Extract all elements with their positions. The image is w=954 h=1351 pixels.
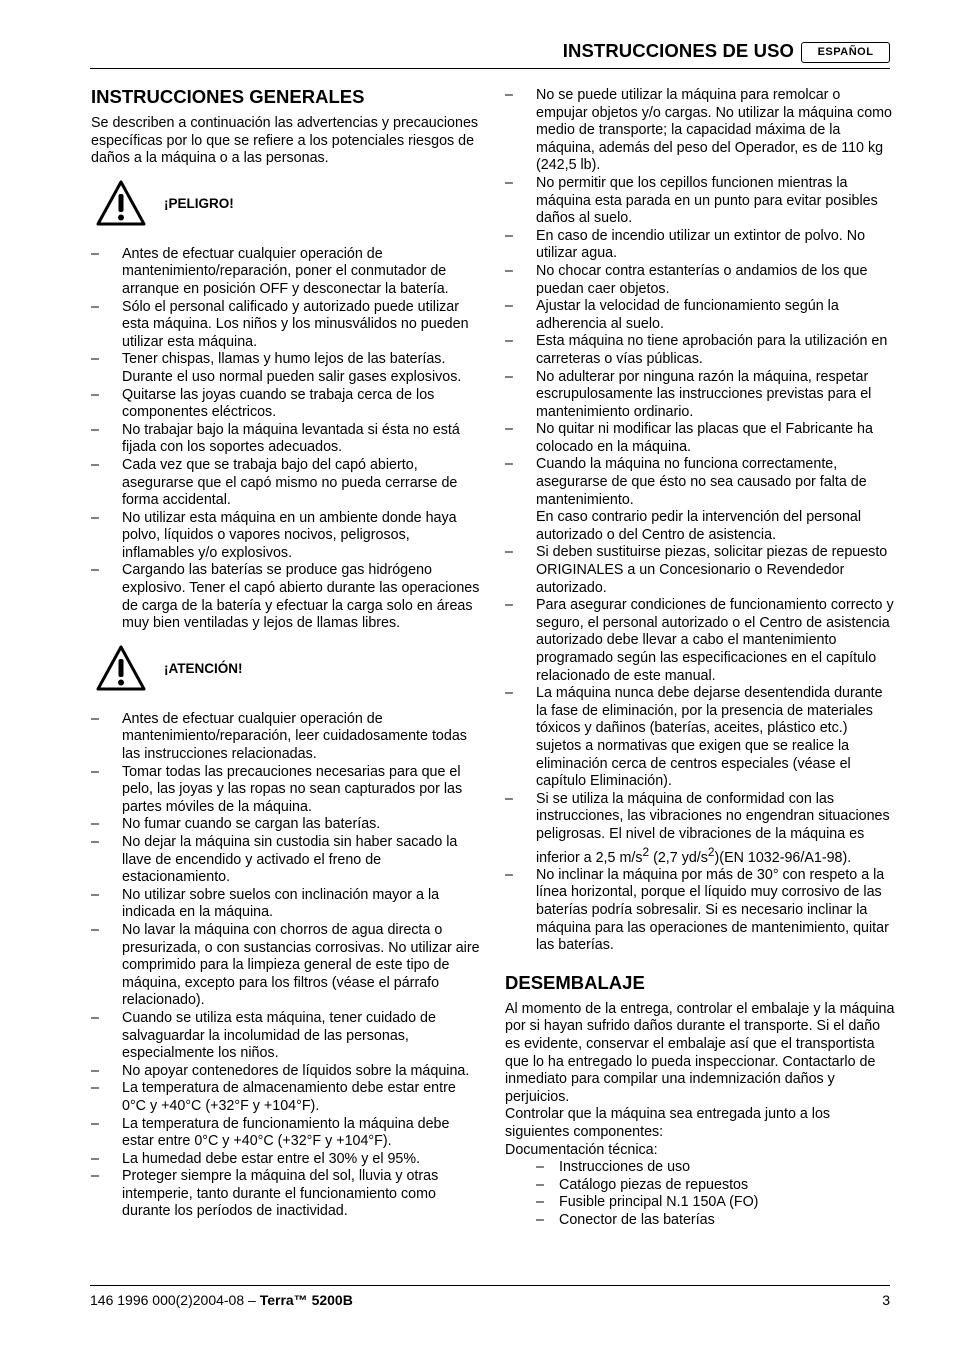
superscript: 2	[707, 844, 715, 859]
list-item: – Para asegurar condiciones de funcionamiento correcto y seguro, el personal autorizado o el Centro de asistencia autorizado debe llevar a cabo el mantenimiento programado según las especificaciones en el capítulo relacionado de este manual.	[505, 597, 895, 685]
doc-code: 146 1996 000(2)2004-08 –	[90, 1292, 260, 1308]
list-item: – No utilizar esta máquina en un ambiente donde haya polvo, líquidos o vapores nocivos, peligrosos, inflamables y/o explosivos.	[91, 510, 481, 563]
components-list	[505, 1159, 895, 1229]
list-item: – No trabajar bajo la máquina levantada si ésta no está fijada con los soportes adecuados.	[91, 422, 481, 457]
warning-triangle-icon	[95, 179, 147, 227]
list-item: – Esta máquina no tiene aprobación para la utilización en carreteras o vías públicas.	[505, 333, 895, 368]
list-item-note: En caso contrario pedir la intervención del personal autorizado o del Centro de asistencia.	[536, 509, 862, 543]
section-heading-general: INSTRUCCIONES GENERALES	[91, 86, 365, 107]
list-item: – No fumar cuando se cargan las baterías.	[91, 816, 481, 834]
list-item: – La temperatura de almacenamiento debe estar entre 0°C y +40°C (+32°F y +104°F).	[91, 1080, 481, 1115]
list-item: – No se puede utilizar la máquina para remolcar o empujar objetos y/o cargas. No utilizar la máquina como medio de transporte; la capacidad máxima de la máquina, además del peso del Operador, es de 110 kg (242,5 lb).	[505, 87, 895, 175]
intro-paragraph: Se describen a continuación las advertencias y precauciones específicas por lo que se refiere a los potenciales riesgos de daños a la máquina o a las personas.	[91, 115, 479, 167]
product-name: Terra™ 5200B	[259, 1292, 353, 1308]
vibration-text-c: )(EN 1032-96/A1-98).	[714, 849, 852, 866]
footer-doc-info	[90, 1292, 353, 1308]
list-item: – Antes de efectuar cualquier operación de mantenimiento/reparación, poner el conmutador de arranque en posición OFF y desconectar la batería.	[91, 246, 481, 299]
list-item: – Conector de las baterías	[536, 1212, 895, 1230]
superscript: 2	[642, 844, 650, 859]
warning-list-continued	[505, 87, 895, 955]
header-rule	[90, 68, 890, 69]
unpack-paragraph: Al momento de la entrega, controlar el embalaje y la máquina por si hayan sufrido daños durante el transporte. Si el daño es evidente, conservar el embalaje así que el transportista que lo ha entregado lo pueda inspeccionar. Contactarlo de inmediato para compilar una indemnización daños y perjuicios.	[505, 1000, 895, 1105]
list-item: – En caso de incendio utilizar un extintor de polvo. No utilizar agua.	[505, 228, 895, 263]
list-item: – La humedad debe estar entre el 30% y el 95%.	[91, 1151, 481, 1169]
attention-block	[91, 644, 481, 696]
list-item: – Catálogo piezas de repuestos	[536, 1177, 895, 1195]
list-item: – Cuando se utiliza esta máquina, tener cuidado de salvaguardar la incolumidad de las personas, especialmente los niños.	[91, 1010, 481, 1063]
list-item: – Ajustar la velocidad de funcionamiento según la adherencia al suelo.	[505, 298, 895, 333]
list-item	[505, 791, 895, 867]
danger-label: ¡PELIGRO!	[164, 195, 234, 211]
list-item: – Si deben sustituirse piezas, solicitar piezas de repuesto ORIGINALES a un Concesionario o Revendedor autorizado.	[505, 544, 895, 597]
list-item: – La máquina nunca debe dejarse desentendida durante la fase de eliminación, por la presencia de materiales tóxicos y dañinos (baterías, aceites, plástico etc.) sujetos a normativas que exigen que se realice la eliminación cerca de centros especiales (véase el capítulo Eliminación).	[505, 685, 895, 791]
list-item: – Tener chispas, llamas y humo lejos de las baterías. Durante el uso normal pueden salir gases explosivos.	[91, 351, 481, 386]
list-item: – Instrucciones de uso	[536, 1159, 895, 1177]
page-number: 3	[882, 1292, 890, 1308]
unpack-paragraph: Documentación técnica:	[505, 1141, 658, 1158]
list-item: – Cargando las baterías se produce gas hidrógeno explosivo. Tener el capó abierto durante las operaciones de carga de la batería y efectuar la carga solo en áreas muy bien ventiladas y lejos de llamas libres.	[91, 562, 481, 632]
list-item: – Cada vez que se trabaja bajo del capó abierto, asegurarse que el capó mismo no pueda cerrarse de forma accidental.	[91, 457, 481, 510]
language-badge: ESPAÑOL	[801, 42, 890, 63]
list-item: – Sólo el personal calificado y autorizado puede utilizar esta máquina. Los niños y los minusválidos no pueden utilizar esta máquina.	[91, 299, 481, 352]
right-column	[505, 87, 895, 1230]
left-column	[91, 86, 481, 1221]
list-item: – Fusible principal N.1 150A (FO)	[536, 1194, 895, 1212]
list-item: – Quitarse las joyas cuando se trabaja cerca de los componentes eléctricos.	[91, 387, 481, 422]
list-item	[505, 456, 895, 544]
list-item: – No quitar ni modificar las placas que el Fabricante ha colocado en la máquina.	[505, 421, 895, 456]
list-item: – No chocar contra estanterías o andamios de los que puedan caer objetos.	[505, 263, 895, 298]
list-item: – Tomar todas las precauciones necesarias para que el pelo, las joyas y las ropas no sean capturados por las partes móviles de la máquina.	[91, 764, 481, 817]
list-item: – No adulterar por ninguna razón la máquina, respetar escrupulosamente las instrucciones previstas para el mantenimiento ordinario.	[505, 369, 895, 422]
list-item-text: Cuando la máquina no funciona correctamente, asegurarse de que ésto no sea causado por falta de mantenimiento.	[536, 456, 867, 508]
list-item: – La temperatura de funcionamiento la máquina debe estar entre 0°C y +40°C (+32°F y +104°F).	[91, 1116, 481, 1151]
list-item: – Proteger siempre la máquina del sol, lluvia y otras intemperie, tanto durante el funcionamiento como durante los períodos de inactividad.	[91, 1168, 481, 1221]
list-item: – No permitir que los cepillos funcionen mientras la máquina esta parada en un punto para evitar posibles daños al suelo.	[505, 175, 895, 228]
section-heading-unpacking: DESEMBALAJE	[505, 971, 645, 993]
unpack-paragraph: Controlar que la máquina sea entregada junto a los siguientes componentes:	[505, 1106, 831, 1141]
warning-triangle-icon	[95, 644, 147, 692]
attention-label: ¡ATENCIÓN!	[164, 660, 243, 676]
list-item: – No inclinar la máquina por más de 30° con respeto a la línea horizontal, porque el líquido muy corrosivo de las baterías podría sobresalir. Si es necesario inclinar la máquina para las operaciones de mantenimiento, quitar las baterías.	[505, 867, 895, 955]
attention-list	[91, 711, 481, 1221]
danger-block	[91, 179, 481, 231]
list-item: – No lavar la máquina con chorros de agua directa o presurizada, o con sustancias corrosivas. No utilizar aire comprimido para la limpieza general de este tipo de máquina, excepto para los filtros (véase el párrafo relacionado).	[91, 922, 481, 1010]
list-item: – No apoyar contenedores de líquidos sobre la máquina.	[91, 1063, 481, 1081]
danger-list	[91, 246, 481, 633]
list-item: – No dejar la máquina sin custodia sin haber sacado la llave de encendido y activado el freno de estacionamiento.	[91, 834, 481, 887]
vibration-text-b: (2,7 yd/s	[649, 849, 708, 866]
header-title: INSTRUCCIONES DE USO	[562, 40, 794, 61]
list-item: – Antes de efectuar cualquier operación de mantenimiento/reparación, leer cuidadosamente todas las instrucciones relacionadas.	[91, 711, 481, 764]
list-item: – No utilizar sobre suelos con inclinación mayor a la indicada en la máquina.	[91, 887, 481, 922]
vibration-text-a: Si se utiliza la máquina de conformidad con las instrucciones, las vibraciones no engendran situaciones peligrosas. El nivel de vibraciones de la máquina es inferior a 2,5 m/s	[536, 790, 890, 866]
footer-rule	[90, 1285, 890, 1286]
